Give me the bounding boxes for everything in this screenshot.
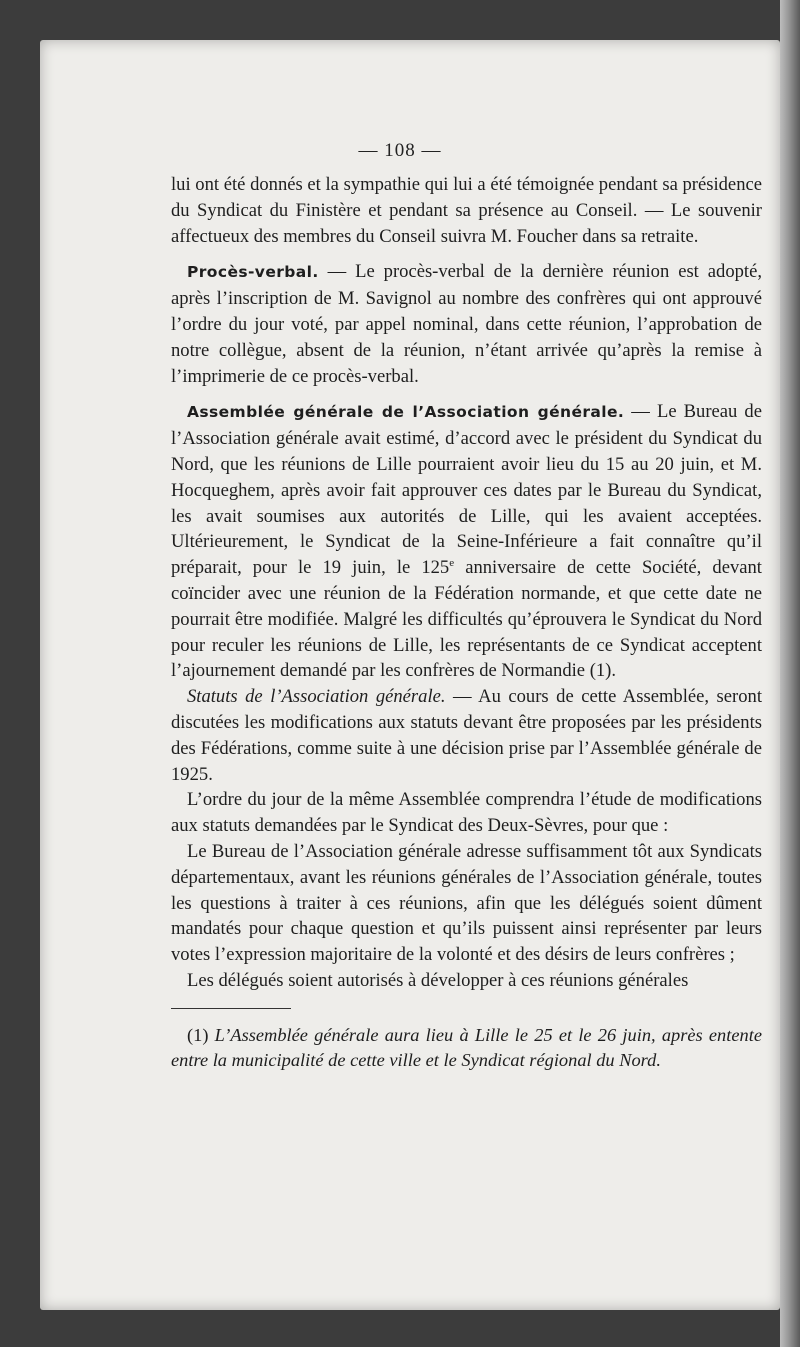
page-number: — 108 —: [358, 140, 442, 161]
paragraph-ordre-du-jour: L’ordre du jour de la même Assemblée comprendra l’étude de modifications aux statuts demandées par le Syndicat des Deux-Sèvres, pour que :: [171, 789, 762, 837]
footnote: (1) L’Assemblée générale aura lieu à Lille le 25 et le 26 juin, après entente entre la municipalité de cette ville et le Syndicat régional du Nord.: [171, 1024, 762, 1070]
page-edge: [780, 0, 800, 1347]
subheading-statuts: Statuts de l’Association générale.: [187, 686, 446, 708]
paragraph-statuts: Statuts de l’Association générale. — Au cours de cette Assemblée, seront discutées les modifications aux statuts devant être proposées par les présidents des Fédérations, comme suite à une décision prise par l’Assemblée générale de 1925.: [171, 686, 762, 785]
paragraph-continuation: lui ont été donnés et la sympathie qui lui a été témoignée pendant sa présidence du Syndicat du Finistère et pendant sa présence au Conseil. — Le souvenir affectueux des membres du Conseil suivra M. Foucher dans sa retraite.: [171, 174, 762, 247]
superscript-e: e: [449, 556, 455, 569]
section-heading-proces-verbal: Procès-verbal.: [187, 263, 319, 282]
footnote-marker: (1): [187, 1024, 209, 1045]
footnote-divider: [171, 1008, 291, 1009]
paragraph-proces-verbal: Procès-verbal. — Le procès-verbal de la dernière réunion est adopté, après l’inscription de M. Savignol au nombre des confrères qui ont approuvé l’ordre du jour voté, par appel nominal, dans cette réunion, l’approbation de notre collègue, absent de la réunion, n’étant arrivée qu’après la remise à l’imprimerie de ce procès-verbal.: [171, 261, 762, 387]
page-body: [171, 172, 762, 1073]
paragraph-delegues: Les délégués soient autorisés à développer à ces réunions générales: [187, 969, 689, 991]
paragraph-bureau: Le Bureau de l’Association générale adresse suffisamment tôt aux Syndicats départementaux, avant les réunions générales de l’Association générale, toutes les questions à traiter à ces réunions, afin que les délégués soient dûment mandatés pour chaque question et qu’ils puissent ainsi représenter par leurs votes l’expression majoritaire de la volonté et des désirs de leurs confrères ;: [171, 840, 762, 966]
section-heading-assemblee-generale: Assemblée générale de l’Association générale.: [187, 403, 625, 422]
paragraph-assemblee-generale: Assemblée générale de l’Association générale. — Le Bureau de l’Association générale avait estimé, d’accord avec le président du Syndicat du Nord, que les réunions de Lille pourraient avoir lieu du 15 au 20 juin, et M. Hocqueghem, après avoir fait approuver ces dates par le Bureau du Syndicat, les avait soumises aux autorités de Lille, qui les avaient acceptées. Ultérieurement, le Syndicat de la Seine-Inférieure a fait connaître qu’il préparait, pour le 19 juin, le 125e anniversaire de cette Société, devant coïncider avec une réunion de la Fédération normande, et que cette date ne pourrait être modifiée. Malgré les difficultés qu’éprouvera le Syndicat du Nord pour reculer les réunions de Lille, les représentants de ce Syndicat acceptent l’ajournement demandé par les confrères de Normandie (1).: [171, 401, 762, 682]
